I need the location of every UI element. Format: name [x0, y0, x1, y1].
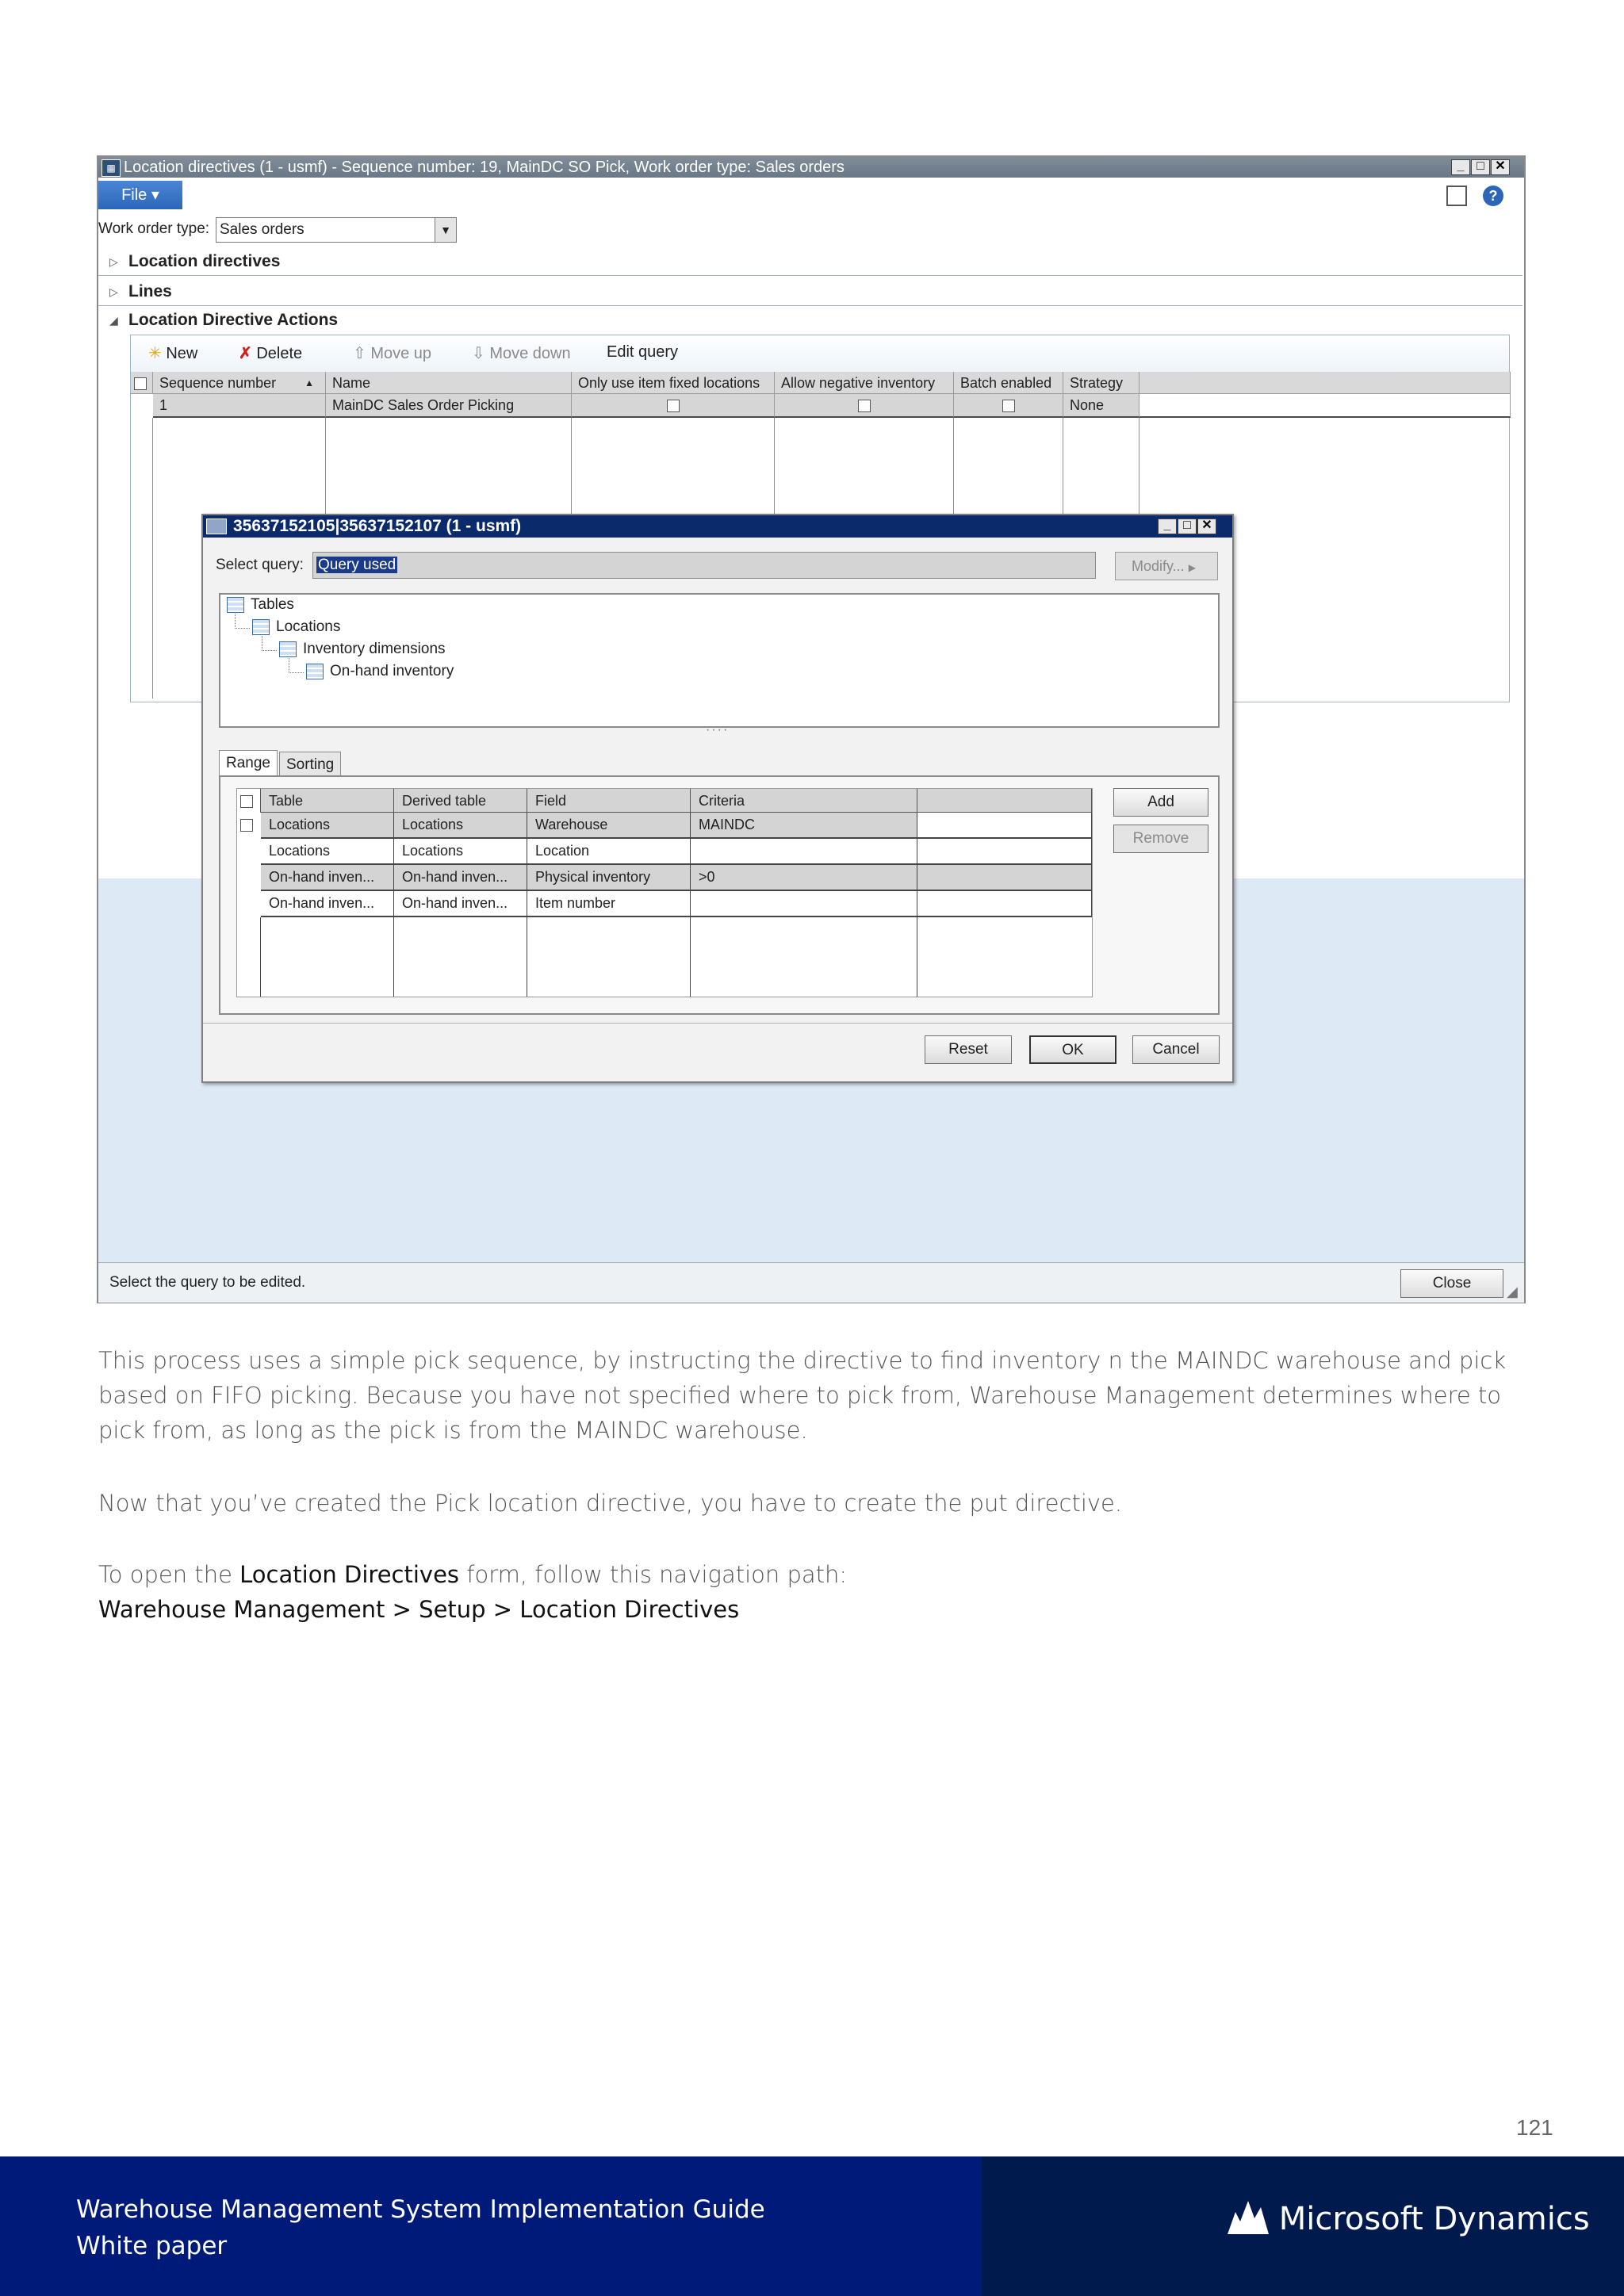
- move-down-label: Move down: [489, 345, 571, 362]
- table-icon: [279, 641, 297, 657]
- layout-icon[interactable]: [1446, 186, 1467, 206]
- expand-icon: ▷: [109, 285, 118, 298]
- window-title: Location directives (1 - usmf) - Sequence number: 19, MainDC SO Pick, Work order type: Sales orders: [124, 159, 845, 176]
- tree-connector: [289, 658, 304, 673]
- select-query-input[interactable]: [312, 552, 1096, 579]
- cell-derived-table[interactable]: Locations: [394, 839, 527, 865]
- add-button[interactable]: Add: [1113, 788, 1208, 817]
- cell-sequence[interactable]: 1: [153, 394, 326, 418]
- select-query-value: Query used: [318, 557, 396, 573]
- tree-node-on-hand-inventory[interactable]: [306, 663, 454, 680]
- status-bar: [98, 1262, 1524, 1303]
- range-panel: [219, 775, 1220, 1015]
- dialog-title-bar: [203, 515, 1232, 538]
- file-menu-button[interactable]: File ▾: [98, 181, 182, 209]
- splitter-grip[interactable]: ····: [706, 723, 730, 737]
- paragraph-put-directive: Now that you’ve created the Pick location directive, you have to create the put directive.: [98, 1490, 1123, 1517]
- fasttab-lines[interactable]: [98, 277, 1522, 306]
- chevron-right-icon: ▶: [1188, 562, 1196, 573]
- help-icon[interactable]: ?: [1483, 186, 1503, 206]
- cell-criteria[interactable]: MAINDC: [691, 813, 917, 839]
- grid-column-line: [527, 917, 691, 997]
- nav-intro-end: form, follow this navigation path:: [466, 1561, 848, 1588]
- dialog-title: 35637152105|35637152107 (1 - usmf): [233, 517, 522, 535]
- select-query-label: Select query:: [216, 557, 304, 573]
- delete-label: Delete: [256, 345, 303, 362]
- tables-icon: [227, 597, 244, 613]
- column-header-batch-enabled[interactable]: Batch enabled: [954, 372, 1063, 394]
- footer-title-line2: White paper: [76, 2232, 228, 2260]
- work-order-type-select[interactable]: [216, 217, 457, 243]
- cell-criteria[interactable]: [691, 839, 917, 865]
- only-fixed-checkbox[interactable]: [667, 400, 680, 412]
- cell-allow-negative[interactable]: [775, 394, 954, 418]
- cell-strategy[interactable]: None: [1063, 394, 1139, 418]
- cell-name[interactable]: MainDC Sales Order Picking: [326, 394, 572, 418]
- tree-node-locations[interactable]: [252, 618, 340, 636]
- header-label: Sequence number: [159, 375, 277, 391]
- cell-derived-table[interactable]: On-hand inven...: [394, 891, 527, 917]
- new-star-icon: ✳: [148, 345, 162, 362]
- column-header-strategy[interactable]: Strategy: [1063, 372, 1139, 394]
- tree-connector: [235, 614, 250, 629]
- reset-button[interactable]: Reset: [925, 1035, 1012, 1064]
- tree-node-inventory-dimensions[interactable]: [279, 641, 446, 658]
- fasttab-label: Lines: [128, 282, 172, 300]
- menu-bar: [98, 178, 1524, 213]
- fasttab-label: Location directives: [128, 252, 281, 270]
- close-icon[interactable]: ✕: [1491, 159, 1510, 175]
- query-tree: [219, 593, 1220, 728]
- tab-sorting[interactable]: Sorting: [279, 752, 341, 777]
- chevron-down-icon[interactable]: ▼: [435, 218, 456, 242]
- column-header-allow-negative[interactable]: Allow negative inventory: [775, 372, 954, 394]
- tree-label: Inventory dimensions: [303, 641, 446, 657]
- cell-extra[interactable]: [917, 839, 1092, 865]
- column-header-sequence[interactable]: [153, 372, 326, 394]
- minimize-icon[interactable]: _: [1451, 159, 1470, 175]
- modify-button[interactable]: [1115, 552, 1218, 580]
- new-label: New: [166, 345, 198, 362]
- work-order-type-value: Sales orders: [220, 221, 304, 238]
- cell-field[interactable]: Location: [527, 839, 691, 865]
- delete-button[interactable]: [239, 343, 302, 363]
- cell-table[interactable]: Locations: [261, 839, 394, 865]
- cell-derived-table[interactable]: On-hand inven...: [394, 865, 527, 891]
- close-button[interactable]: Close: [1400, 1269, 1503, 1298]
- window-title-bar: [98, 157, 1524, 178]
- nav-intro: To open the: [98, 1561, 232, 1588]
- move-up-button[interactable]: [353, 343, 431, 363]
- cell-batch-enabled[interactable]: [954, 394, 1063, 418]
- tree-node-tables[interactable]: [227, 596, 294, 614]
- column-header-criteria[interactable]: Criteria: [691, 789, 917, 813]
- allow-negative-checkbox[interactable]: [858, 400, 871, 412]
- grid-column-line: [691, 917, 917, 997]
- column-header-empty: [1139, 372, 1511, 394]
- tree-connector: [262, 636, 277, 651]
- cancel-button[interactable]: Cancel: [1132, 1035, 1220, 1064]
- column-header-only-fixed[interactable]: Only use item fixed locations: [572, 372, 775, 394]
- navigation-path: Warehouse Management > Setup > Location Directives: [98, 1596, 740, 1623]
- footer-title-line1: Warehouse Management System Implementation Guide: [76, 2195, 765, 2224]
- select-all-checkbox[interactable]: [237, 789, 261, 813]
- new-button[interactable]: [148, 343, 197, 363]
- app-icon: ▦: [102, 159, 121, 177]
- delete-x-icon: ✗: [239, 345, 252, 362]
- work-order-type-label: Work order type:: [98, 220, 210, 237]
- tree-label: On-hand inventory: [330, 663, 454, 679]
- column-header-table[interactable]: Table: [261, 789, 394, 813]
- cell-criteria[interactable]: >0: [691, 865, 917, 891]
- column-header-name[interactable]: Name: [326, 372, 572, 394]
- sort-ascending-icon: ▲: [304, 377, 314, 388]
- cell-extra[interactable]: [917, 813, 1092, 839]
- maximize-icon[interactable]: □: [1178, 519, 1197, 534]
- modify-label: Modify...: [1132, 558, 1185, 574]
- cell-only-fixed[interactable]: [572, 394, 775, 418]
- table-icon: [252, 619, 270, 635]
- arrow-up-icon: ⇧: [353, 345, 366, 362]
- ok-button[interactable]: OK: [1029, 1035, 1116, 1064]
- batch-enabled-checkbox[interactable]: [1002, 400, 1015, 412]
- move-down-button[interactable]: [472, 343, 571, 363]
- microsoft-dynamics-logo: [1228, 2198, 1590, 2237]
- remove-button[interactable]: Remove: [1113, 825, 1208, 853]
- cell-extra[interactable]: [917, 891, 1092, 917]
- tree-label: Locations: [276, 618, 341, 635]
- maximize-icon[interactable]: □: [1471, 159, 1490, 175]
- cell-field[interactable]: Physical inventory: [527, 865, 691, 891]
- cell-derived-table[interactable]: Locations: [394, 813, 527, 839]
- tree-label: Tables: [251, 596, 294, 613]
- column-header-extra: [917, 789, 1092, 813]
- cell-table[interactable]: On-hand inven...: [261, 865, 394, 891]
- dynamics-logo-icon: [1228, 2198, 1269, 2234]
- arrow-down-icon: ⇩: [472, 345, 485, 362]
- cell-table[interactable]: On-hand inven...: [261, 891, 394, 917]
- action-strip: [131, 335, 1509, 373]
- cell-extra[interactable]: [917, 865, 1092, 891]
- dialog-divider: [203, 1023, 1232, 1024]
- table-icon: [306, 664, 324, 679]
- expand-icon: ▷: [109, 255, 118, 268]
- status-text: Select the query to be edited.: [109, 1274, 306, 1291]
- query-dialog: [201, 514, 1234, 1083]
- fasttab-location-directive-actions[interactable]: [98, 306, 1522, 335]
- tab-range[interactable]: Range: [219, 750, 278, 777]
- fasttab-label: Location Directive Actions: [128, 311, 339, 329]
- paragraph-pick-sequence: This process uses a simple pick sequence, by instructing the directive to find inventory n the MAINDC warehouse and pick based on FIFO picking. Because you have not specified where to pick from, Warehouse Management determines where to pick from, as long as the pick is from the MAINDC warehouse.: [98, 1347, 1507, 1444]
- footer-left-band: [0, 2156, 982, 2296]
- fasttab-location-directives[interactable]: [98, 247, 1522, 276]
- minimize-icon[interactable]: _: [1158, 519, 1177, 534]
- range-grid: [236, 788, 1093, 997]
- close-icon[interactable]: ✕: [1197, 519, 1216, 534]
- row-checkbox[interactable]: [237, 813, 261, 839]
- move-up-label: Move up: [370, 345, 432, 362]
- form-name: Location Directives: [239, 1561, 460, 1588]
- cell-criteria[interactable]: [691, 891, 917, 917]
- grid-column-line: [131, 418, 153, 698]
- edit-query-button[interactable]: Edit query: [607, 343, 679, 361]
- column-header-derived-table[interactable]: Derived table: [394, 789, 527, 813]
- column-header-field[interactable]: Field: [527, 789, 691, 813]
- footer-title: [76, 2191, 765, 2264]
- cell-field[interactable]: Warehouse: [527, 813, 691, 839]
- logo-text: Microsoft Dynamics: [1278, 2201, 1590, 2237]
- resize-grip-icon[interactable]: ◢: [1507, 1284, 1518, 1299]
- grid-column-line: [237, 917, 261, 997]
- page-number: 121: [1516, 2115, 1553, 2140]
- dialog-icon: [206, 519, 227, 534]
- cell-empty: [1139, 394, 1511, 418]
- select-all-checkbox[interactable]: [131, 372, 153, 394]
- footer-right-band: [982, 2156, 1624, 2296]
- grid-column-line: [261, 917, 394, 997]
- grid-column-line: [394, 917, 527, 997]
- collapse-icon: ◢: [109, 314, 118, 327]
- paragraph-navigation: [98, 1557, 1526, 1627]
- cell-table[interactable]: Locations: [261, 813, 394, 839]
- cell-field[interactable]: Item number: [527, 891, 691, 917]
